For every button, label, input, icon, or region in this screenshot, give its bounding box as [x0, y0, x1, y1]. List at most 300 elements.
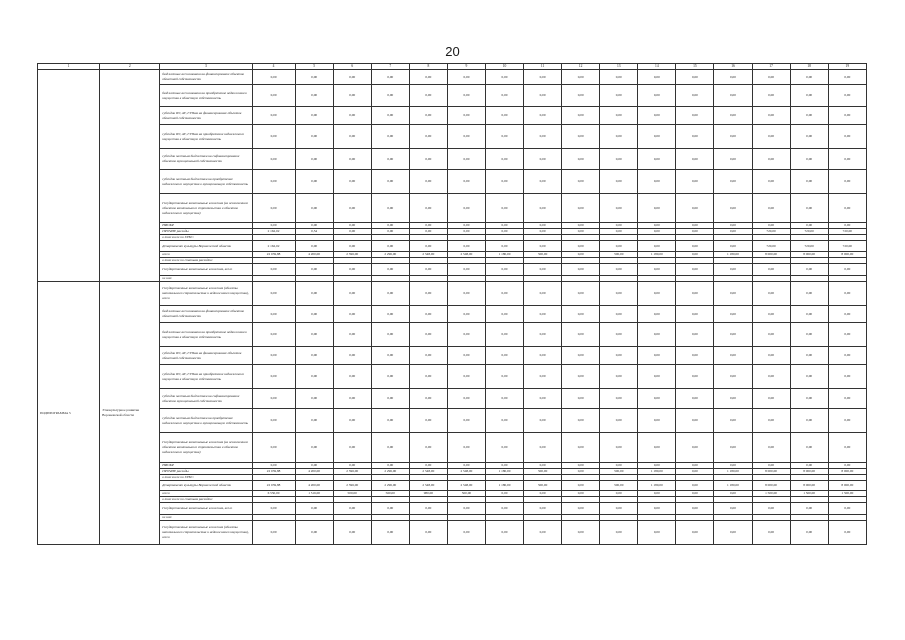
value-cell: 0,00	[676, 481, 714, 491]
value-cell: 0,00	[600, 433, 638, 463]
column-header: 10	[485, 64, 523, 70]
column-header: 9	[447, 64, 485, 70]
value-cell: 0,00	[562, 389, 600, 409]
value-cell: 0,00	[447, 521, 485, 545]
value-cell: 0,00	[371, 264, 409, 276]
value-cell: 0,00	[600, 85, 638, 107]
value-cell: 0,00	[485, 503, 523, 515]
value-cell: 500,00	[600, 252, 638, 258]
expense-description: субсидии БУ, АУ, ГУПам на приобретение недвижимого имущества в областную собственность	[160, 365, 252, 389]
column-header: 11	[524, 64, 562, 70]
value-cell: 0,00	[295, 194, 333, 223]
value-cell: 0,00	[600, 229, 638, 235]
value-cell: 0,00	[252, 409, 295, 433]
value-cell: 0,00	[676, 347, 714, 365]
value-cell: 500,00	[447, 491, 485, 497]
value-cell: 0,00	[295, 107, 333, 125]
value-cell: 0,00	[485, 463, 523, 469]
value-cell: 2 548,00	[409, 481, 447, 491]
value-cell: 0,00	[600, 70, 638, 85]
value-cell: 0,00	[676, 409, 714, 433]
value-cell: 0,00	[333, 323, 371, 347]
column-header: 7	[371, 64, 409, 70]
value-cell: 8 000,00	[752, 481, 790, 491]
expense-description: Департамент культуры Воронежской области	[160, 481, 252, 491]
value-cell: 0,00	[790, 365, 828, 389]
value-cell: 0,00	[524, 521, 562, 545]
value-cell: 0,00	[485, 170, 523, 194]
value-cell: 2 396,00	[333, 469, 371, 475]
value-cell: 0,00	[447, 70, 485, 85]
value-cell: 0,00	[714, 264, 752, 276]
expense-description: ПРОЧИЕ расходы	[160, 469, 252, 475]
value-cell: 0,00	[562, 125, 600, 149]
value-cell: 8 000,00	[828, 469, 866, 475]
value-cell: 0,00	[485, 347, 523, 365]
value-cell: 0,00	[828, 323, 866, 347]
value-cell: 0,00	[828, 282, 866, 306]
value-cell: 1 180,00	[638, 481, 676, 491]
column-header: 17	[752, 64, 790, 70]
value-cell: 0,00	[524, 389, 562, 409]
value-cell: 0,00	[714, 85, 752, 107]
value-cell: 0,00	[447, 149, 485, 170]
value-cell: 0,00	[371, 389, 409, 409]
value-cell: 0,00	[333, 463, 371, 469]
value-cell: 0,00	[371, 463, 409, 469]
expense-description: Государственные капитальные вложения (объекты капитального строительства и недвижимого имущества), всего	[160, 282, 252, 306]
value-cell: 0,00	[790, 125, 828, 149]
table-row	[38, 70, 867, 85]
value-cell: 500,00	[524, 252, 562, 258]
value-cell: 0,00	[409, 503, 447, 515]
value-cell: 0,00	[371, 323, 409, 347]
table-row	[38, 433, 867, 463]
value-cell: 0,00	[371, 70, 409, 85]
value-cell: 0,00	[638, 491, 676, 497]
value-cell: 0,00	[371, 347, 409, 365]
value-cell: 0,00	[600, 389, 638, 409]
value-cell: 0,00	[752, 125, 790, 149]
value-cell: 0,00	[790, 85, 828, 107]
value-cell: 0,00	[409, 463, 447, 469]
expense-description: из них:	[160, 515, 252, 521]
value-cell: 720,00	[752, 229, 790, 235]
value-cell: 0,00	[562, 306, 600, 323]
value-cell: 1 180,00	[485, 252, 523, 258]
value-cell: 0,00	[485, 282, 523, 306]
column-header: 6	[333, 64, 371, 70]
expense-description: НИОКР	[160, 223, 252, 229]
value-cell: 0,00	[752, 70, 790, 85]
value-cell: 0,00	[562, 85, 600, 107]
value-cell: 0,00	[524, 223, 562, 229]
value-cell: 2 548,00	[447, 481, 485, 491]
table-row	[38, 389, 867, 409]
value-cell: 0,00	[409, 125, 447, 149]
value-cell: 0,00	[447, 463, 485, 469]
value-cell: 0,00	[676, 306, 714, 323]
value-cell: 0,00	[600, 347, 638, 365]
value-cell: 0,00	[252, 323, 295, 347]
value-cell: 2 548,00	[447, 252, 485, 258]
table-row	[38, 365, 867, 389]
value-cell: 0,00	[371, 409, 409, 433]
value-cell: 0,00	[828, 433, 866, 463]
value-cell: 0,00	[600, 463, 638, 469]
value-cell: 0,00	[752, 389, 790, 409]
table-row	[38, 282, 867, 306]
value-cell: 0,00	[295, 241, 333, 252]
program-name: Этнокультурное развитие Воронежской области	[100, 282, 160, 545]
value-cell: 0,00	[333, 241, 371, 252]
value-cell: 0,00	[252, 433, 295, 463]
value-cell: 0,00	[485, 229, 523, 235]
value-cell: 0,00	[714, 347, 752, 365]
value-cell: 0,00	[485, 433, 523, 463]
table-row	[38, 107, 867, 125]
value-cell: 0,00	[447, 85, 485, 107]
value-cell: 0,00	[371, 170, 409, 194]
value-cell: 0,00	[371, 223, 409, 229]
value-cell: 0,00	[333, 85, 371, 107]
value-cell: 8 000,00	[790, 252, 828, 258]
value-cell: 0,00	[638, 433, 676, 463]
value-cell: 0,00	[524, 194, 562, 223]
value-cell: 0,00	[600, 282, 638, 306]
value-cell: 0,00	[638, 223, 676, 229]
value-cell: 0,00	[295, 347, 333, 365]
value-cell: 0,00	[447, 107, 485, 125]
value-cell: 500,00	[524, 481, 562, 491]
value-cell: 0,00	[295, 223, 333, 229]
table-row	[38, 306, 867, 323]
value-cell: 0,00	[371, 282, 409, 306]
value-cell: 0,00	[600, 223, 638, 229]
value-cell: 0,00	[600, 241, 638, 252]
value-cell: 0,00	[409, 521, 447, 545]
value-cell: 0,00	[828, 149, 866, 170]
value-cell: 2 296,00	[371, 469, 409, 475]
value-cell: 0,00	[714, 125, 752, 149]
value-cell: 0,00	[409, 433, 447, 463]
value-cell: 0,00	[790, 107, 828, 125]
value-cell: 0,00	[447, 223, 485, 229]
value-cell: 0,00	[752, 282, 790, 306]
value-cell: 8 000,00	[828, 481, 866, 491]
value-cell: 0,00	[562, 347, 600, 365]
column-header: 4	[252, 64, 295, 70]
column-header: 1	[38, 64, 100, 70]
value-cell: 0,00	[485, 107, 523, 125]
value-cell: 0,00	[295, 264, 333, 276]
value-cell: 0,00	[409, 241, 447, 252]
value-cell: 0,00	[638, 282, 676, 306]
value-cell: 0,00	[447, 264, 485, 276]
program-label: ПОДПРОГРАММА 5	[38, 282, 100, 545]
value-cell: 0,00	[790, 70, 828, 85]
value-cell: 0,00	[638, 125, 676, 149]
value-cell: 0,00	[409, 365, 447, 389]
value-cell: 0,00	[828, 223, 866, 229]
expense-description: в том числе по ГРБС:	[160, 235, 252, 241]
value-cell: 0,00	[828, 463, 866, 469]
value-cell: 0,00	[333, 194, 371, 223]
value-cell: 980,00	[409, 491, 447, 497]
value-cell: 0,00	[828, 194, 866, 223]
value-cell: 0,00	[638, 347, 676, 365]
expense-description: Государственные капитальные вложения, всего	[160, 264, 252, 276]
value-cell: 0,00	[333, 70, 371, 85]
column-header: 13	[600, 64, 638, 70]
value-cell: 0,00	[524, 433, 562, 463]
value-cell: 0,00	[828, 347, 866, 365]
value-cell: 0,00	[790, 170, 828, 194]
value-cell: 0,00	[600, 503, 638, 515]
value-cell: 0,00	[485, 223, 523, 229]
expense-description: из них:	[160, 276, 252, 282]
value-cell: 0,00	[714, 282, 752, 306]
value-cell: 0,00	[333, 521, 371, 545]
value-cell: 0,00	[790, 194, 828, 223]
value-cell: 0,00	[447, 433, 485, 463]
table-row	[38, 85, 867, 107]
table-row	[38, 409, 867, 433]
value-cell: 0,00	[752, 347, 790, 365]
expense-description: НИОКР	[160, 463, 252, 469]
expense-description: субсидии БУ, АУ, ГУПам на финансирование объектов областной собственности	[160, 107, 252, 125]
value-cell: 2 548,00	[409, 469, 447, 475]
value-cell: 0,00	[676, 282, 714, 306]
value-cell: 0,00	[676, 70, 714, 85]
value-cell: 0,00	[676, 365, 714, 389]
value-cell: 0,00	[676, 433, 714, 463]
column-header: 5	[295, 64, 333, 70]
value-cell: 0,00	[333, 433, 371, 463]
value-cell: 8 000,00	[752, 469, 790, 475]
value-cell: 0,00	[333, 264, 371, 276]
value-cell: 0,00	[252, 223, 295, 229]
value-cell: 0,00	[676, 149, 714, 170]
value-cell: 0,00	[562, 521, 600, 545]
value-cell: 0,00	[252, 503, 295, 515]
value-cell: 2 396,00	[333, 481, 371, 491]
expense-description: в том числе по статьям расходов:	[160, 497, 252, 503]
value-cell: 2 162,02	[252, 229, 295, 235]
value-cell: 0,00	[714, 107, 752, 125]
value-cell: 0,00	[252, 463, 295, 469]
budget-table	[37, 63, 867, 545]
table-row	[38, 323, 867, 347]
value-cell: 0,00	[790, 282, 828, 306]
value-cell: 0,00	[371, 125, 409, 149]
value-cell: 0,00	[485, 85, 523, 107]
value-cell: 0,00	[524, 282, 562, 306]
value-cell: 2 548,00	[447, 469, 485, 475]
value-cell: 0,00	[447, 409, 485, 433]
column-header: 2	[100, 64, 160, 70]
value-cell: 0,00	[409, 194, 447, 223]
value-cell: 0,00	[638, 323, 676, 347]
value-cell: 0,00	[790, 409, 828, 433]
value-cell: 0,00	[409, 306, 447, 323]
value-cell: 0,00	[828, 365, 866, 389]
value-cell: 0,00	[600, 194, 638, 223]
value-cell: 0,00	[409, 323, 447, 347]
value-cell: 0,00	[295, 85, 333, 107]
column-header: 14	[638, 64, 676, 70]
value-cell: 0,00	[714, 194, 752, 223]
value-cell: 0,00	[333, 282, 371, 306]
value-cell: 0,00	[252, 149, 295, 170]
value-cell: 0,00	[562, 365, 600, 389]
value-cell: 0,00	[295, 170, 333, 194]
expense-description: ПРОЧИЕ расходы	[160, 229, 252, 235]
value-cell: 0,00	[447, 170, 485, 194]
value-cell: 0,00	[676, 491, 714, 497]
value-cell: 0,00	[252, 282, 295, 306]
value-cell: 0,00	[714, 521, 752, 545]
column-header: 15	[676, 64, 714, 70]
value-cell: 500,00	[600, 481, 638, 491]
value-cell: 0,00	[295, 323, 333, 347]
value-cell: 0,00	[676, 241, 714, 252]
value-cell: 0,00	[562, 241, 600, 252]
value-cell: 0,00	[252, 347, 295, 365]
value-cell: 0,00	[562, 223, 600, 229]
value-cell: 0,00	[295, 433, 333, 463]
value-cell: 0,00	[524, 241, 562, 252]
value-cell: 0,00	[752, 85, 790, 107]
value-cell: 0,00	[333, 365, 371, 389]
value-cell: 0,00	[752, 264, 790, 276]
value-cell: 0,00	[714, 463, 752, 469]
table-row	[38, 125, 867, 149]
value-cell: 22 039,88	[252, 481, 295, 491]
value-cell: 0,00	[638, 70, 676, 85]
expense-description: бюджетные ассигнования на приобретение недвижимого имущества в областную собственность	[160, 323, 252, 347]
value-cell: 0,00	[562, 194, 600, 223]
value-cell: 0,00	[371, 85, 409, 107]
expense-description: субсидии местным бюджетам на софинансирование объектов муниципальной собственности	[160, 149, 252, 170]
value-cell: 0,00	[828, 70, 866, 85]
column-header: 12	[562, 64, 600, 70]
expense-description: субсидии местным бюджетам на приобретение недвижимого имущества в муниципальную собственность	[160, 409, 252, 433]
value-cell: 0,00	[524, 306, 562, 323]
value-cell: 0,00	[752, 170, 790, 194]
value-cell: 720,00	[828, 241, 866, 252]
value-cell: 0,00	[676, 170, 714, 194]
value-cell: 500,00	[524, 469, 562, 475]
value-cell: 0,00	[714, 70, 752, 85]
value-cell: 1 180,00	[714, 481, 752, 491]
value-cell: 0,00	[828, 125, 866, 149]
expense-description: Государственные капитальные вложения (за исключением объектов капитального строительства и объектов недвижимого имущества)	[160, 433, 252, 463]
value-cell: 0,00	[371, 194, 409, 223]
value-cell: 0,00	[252, 521, 295, 545]
value-cell: 0,00	[295, 149, 333, 170]
value-cell: 0,00	[714, 229, 752, 235]
value-cell: 0,00	[600, 323, 638, 347]
value-cell: 0,00	[252, 170, 295, 194]
expense-description: бюджетные ассигнования на приобретение недвижимого имущества в областную собственность	[160, 85, 252, 107]
program-label	[38, 70, 100, 282]
value-cell: 0,00	[790, 389, 828, 409]
table-row	[38, 194, 867, 223]
value-cell: 0,00	[485, 125, 523, 149]
value-cell: 0,00	[638, 365, 676, 389]
value-cell: 720,00	[790, 241, 828, 252]
value-cell: 0,00	[485, 306, 523, 323]
value-cell: 0,00	[409, 223, 447, 229]
value-cell: 8 000,00	[828, 252, 866, 258]
value-cell: 0,00	[752, 409, 790, 433]
value-cell: 0,00	[252, 365, 295, 389]
value-cell: 0,00	[333, 149, 371, 170]
value-cell: 0,00	[790, 223, 828, 229]
value-cell: 0,00	[714, 409, 752, 433]
value-cell: 0,00	[409, 409, 447, 433]
value-cell: 0,00	[524, 125, 562, 149]
value-cell: 0,00	[676, 389, 714, 409]
value-cell: 0,00	[524, 70, 562, 85]
value-cell: 0,00	[252, 70, 295, 85]
expense-description: субсидии местным бюджетам на приобретение недвижимого имущества в муниципальную собственность	[160, 170, 252, 194]
value-cell: 1 180,00	[714, 469, 752, 475]
value-cell: 0,00	[600, 521, 638, 545]
expense-description: в том числе по статьям расходов:	[160, 258, 252, 264]
value-cell: 0,00	[252, 264, 295, 276]
value-cell: 0,00	[828, 503, 866, 515]
value-cell: 0,00	[252, 107, 295, 125]
value-cell: 1 180,00	[485, 469, 523, 475]
value-cell: 0,00	[714, 491, 752, 497]
value-cell: 0,00	[485, 70, 523, 85]
value-cell: 0,00	[447, 347, 485, 365]
value-cell: 0,00	[447, 365, 485, 389]
value-cell: 720,00	[790, 229, 828, 235]
value-cell: 0,00	[676, 252, 714, 258]
expense-description: Государственные капитальные вложения (за исключением объектов капитального строительства и объектов недвижимого имущества)	[160, 194, 252, 223]
value-cell: 0,00	[447, 306, 485, 323]
column-header: 18	[790, 64, 828, 70]
value-cell: 0,00	[333, 306, 371, 323]
value-cell: 0,00	[752, 194, 790, 223]
value-cell: 0,00	[409, 149, 447, 170]
value-cell: 0,00	[600, 107, 638, 125]
value-cell: 0,00	[562, 149, 600, 170]
value-cell: 0,00	[790, 347, 828, 365]
value-cell: 0,00	[524, 365, 562, 389]
value-cell: 2 396,00	[333, 252, 371, 258]
value-cell: 0,00	[600, 306, 638, 323]
value-cell: 0,00	[714, 503, 752, 515]
value-cell: 0,00	[409, 389, 447, 409]
value-cell: 8 000,00	[752, 252, 790, 258]
value-cell: 0,00	[485, 365, 523, 389]
value-cell: 0,00	[371, 503, 409, 515]
value-cell: 0,00	[295, 503, 333, 515]
value-cell: 0,00	[790, 264, 828, 276]
value-cell: 0,00	[333, 170, 371, 194]
value-cell: 0,00	[409, 107, 447, 125]
value-cell: 1 500,00	[790, 491, 828, 497]
value-cell: 0,00	[295, 521, 333, 545]
value-cell: 0,00	[638, 306, 676, 323]
value-cell: 0,00	[638, 264, 676, 276]
value-cell: 0,00	[333, 409, 371, 433]
value-cell: 0,00	[295, 282, 333, 306]
